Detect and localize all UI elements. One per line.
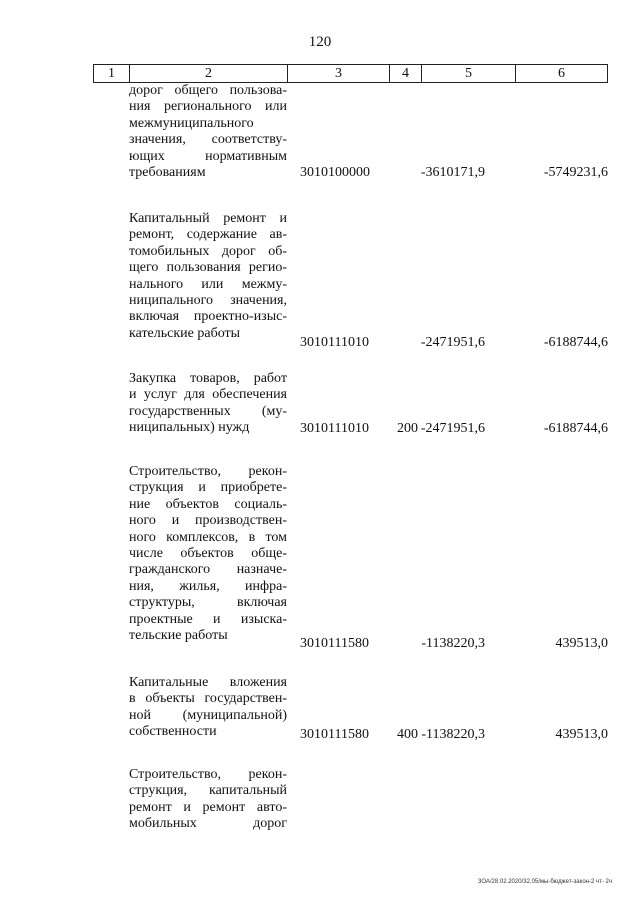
description-line: государственных (му- <box>129 403 287 419</box>
description-line: томобильных дорог об- <box>129 243 287 259</box>
description-line: струкция и приобрете- <box>129 480 287 496</box>
row-value-col5: -3610171,9 <box>420 165 485 180</box>
row-code: 3010111580 <box>300 636 369 651</box>
page-number: 120 <box>308 34 332 50</box>
description-line: ремонт и ремонт авто- <box>129 799 287 815</box>
row-value-col5: -2471951,6 <box>420 421 485 436</box>
description-line: ние объектов социаль- <box>129 496 287 512</box>
column-header-5: 5 <box>422 65 516 83</box>
description-line: Строительство, рекон- <box>129 767 287 782</box>
column-header-3: 3 <box>288 65 390 83</box>
description-line: щего пользования регио- <box>129 260 287 276</box>
description-line: и услуг для обеспечения <box>129 387 287 403</box>
description-line: кательские работы <box>129 325 241 341</box>
description-line: ного и производствен- <box>129 513 287 529</box>
footer-file-reference: ЗОА/28.02.2020/32.05/мы-бюджет-закон-2 чт- 2ч <box>477 879 612 885</box>
row-description <box>129 83 287 181</box>
row-description <box>129 371 287 437</box>
description-line: ремонт, содержание ав- <box>129 227 287 243</box>
description-line: межмуниципального <box>129 115 254 131</box>
description-line: дорог общего пользова- <box>129 83 287 98</box>
description-line: ниципальных) нужд <box>129 420 250 436</box>
description-line: числе объектов обще- <box>129 546 287 562</box>
description-line: проектные и изыска- <box>129 611 287 627</box>
description-line: структуры, включая <box>129 595 287 611</box>
row-code: 3010111010 <box>300 421 369 436</box>
description-line: струкция, капитальный <box>129 783 287 799</box>
description-line: Капитальный ремонт и <box>129 211 287 226</box>
row-value-col6: 439513,0 <box>555 727 608 742</box>
description-line: требованиям <box>129 165 206 181</box>
row-code: 3010111010 <box>300 335 369 350</box>
row-type: 400 <box>397 727 418 742</box>
description-line: ющих нормативным <box>129 148 287 164</box>
description-line: нального или межму- <box>129 276 287 292</box>
description-line: Закупка товаров, работ <box>129 371 287 386</box>
column-header-6: 6 <box>516 65 608 83</box>
description-line: ного комплексов, в том <box>129 529 287 545</box>
row-description <box>129 464 287 644</box>
row-code: 3010111580 <box>300 727 369 742</box>
description-line: Строительство, рекон- <box>129 464 287 479</box>
description-line: в объекты государствен- <box>129 691 287 707</box>
row-value-col6: -6188744,6 <box>543 421 608 436</box>
row-value-col6: -5749231,6 <box>543 165 608 180</box>
description-line: включая проектно-изыс- <box>129 309 287 325</box>
row-value-col6: -6188744,6 <box>543 335 608 350</box>
row-value-col5: -2471951,6 <box>420 335 485 350</box>
description-line: тельские работы <box>129 628 228 644</box>
description-line: ния регионального или <box>129 99 287 115</box>
description-line: гражданского назначе- <box>129 562 287 578</box>
row-type: 200 <box>397 421 418 436</box>
description-line: Капитальные вложения <box>129 675 287 690</box>
row-value-col5: -1138220,3 <box>421 727 485 742</box>
row-value-col6: 439513,0 <box>555 636 608 651</box>
row-value-col5: -1138220,3 <box>421 636 485 651</box>
row-description <box>129 675 287 741</box>
description-line: собственности <box>129 724 217 740</box>
column-header-2: 2 <box>130 65 288 83</box>
column-header-4: 4 <box>390 65 422 83</box>
description-line: ния, жилья, инфра- <box>129 578 287 594</box>
row-code: 3010100000 <box>300 165 370 180</box>
column-header-row <box>94 65 608 83</box>
row-description <box>129 211 287 342</box>
row-description <box>129 767 287 833</box>
column-header-1: 1 <box>94 65 130 83</box>
description-line: ной (муниципальной) <box>129 707 287 723</box>
description-line: ниципального значения, <box>129 293 287 309</box>
description-line: мобильных дорог <box>129 816 287 832</box>
description-line: значения, соответству- <box>129 132 287 148</box>
column-header-table <box>93 64 608 83</box>
